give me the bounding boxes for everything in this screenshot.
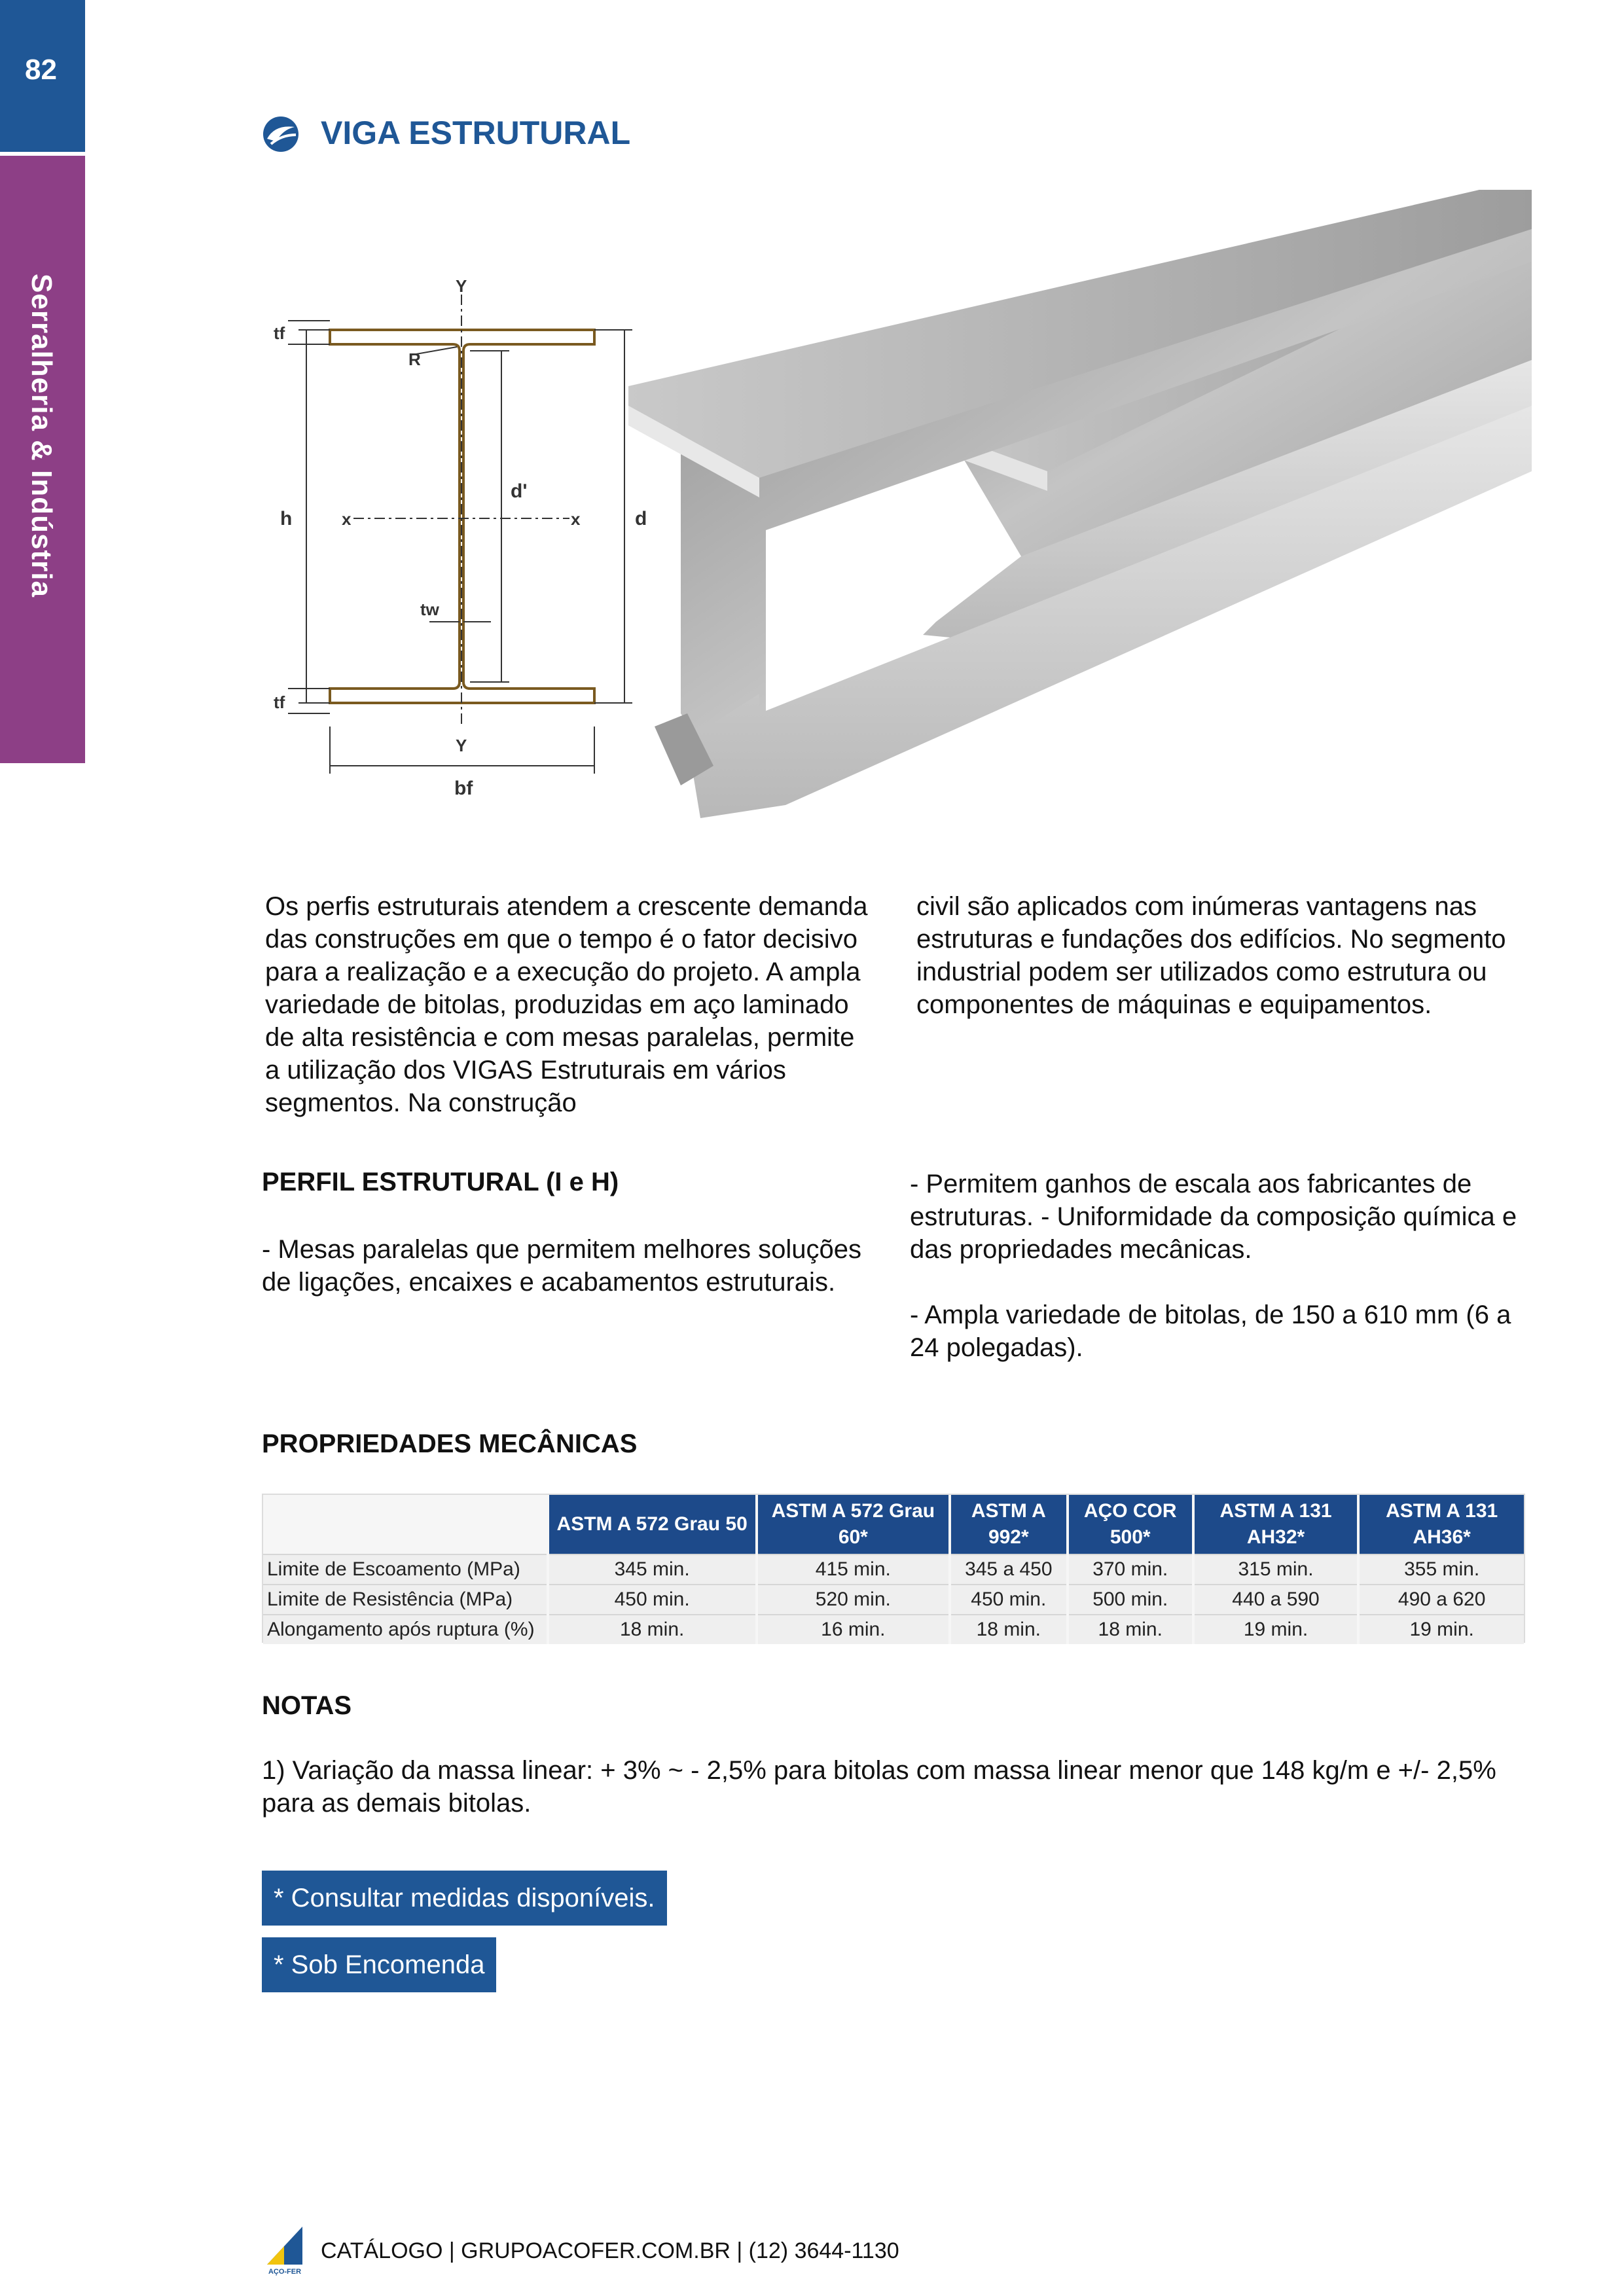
perfil-text-left: - Mesas paralelas que permitem melhores soluções de ligações, encaixes e acabamentos estruturais. (262, 1235, 861, 1297)
properties-table (262, 1494, 1525, 1643)
table-cell: 18 min. (548, 1615, 757, 1644)
table-header: ASTM A 572 Grau 60* (757, 1495, 950, 1554)
sob-encomenda-note: * Sob Encomenda (262, 1937, 496, 1992)
table-cell: 490 a 620 (1358, 1585, 1524, 1615)
table-row (263, 1615, 1524, 1644)
table-header: ASTM A 131 AH32* (1193, 1495, 1359, 1554)
page-title: VIGA ESTRUTURAL (321, 115, 631, 151)
row-label: Limite de Escoamento (MPa) (263, 1554, 548, 1585)
table-cell: 520 min. (757, 1585, 950, 1615)
table-cell: 315 min. (1193, 1554, 1359, 1585)
table-cell: 19 min. (1193, 1615, 1359, 1644)
table-header: ASTM A 131 AH36* (1358, 1495, 1524, 1554)
svg-text:tw: tw (420, 600, 439, 619)
table-header: AÇO COR 500* (1068, 1495, 1193, 1554)
perfil-text-right-1: - Permitem ganhos de escala aos fabricantes de estruturas. - Uniformidade da composição química e das propriedades mecânicas. (910, 1170, 1517, 1264)
notas-heading: NOTAS (262, 1691, 352, 1720)
perfil-heading: PERFIL ESTRUTURAL (I e H) (262, 1168, 619, 1196)
table-cell: 370 min. (1068, 1554, 1193, 1585)
svg-text:x: x (342, 509, 352, 529)
svg-text:x: x (571, 509, 581, 529)
acofer-logo (264, 2224, 305, 2276)
section-tab[interactable] (0, 156, 85, 763)
globe-icon (262, 115, 300, 153)
table-cell: 440 a 590 (1193, 1585, 1359, 1615)
table-cell: 18 min. (950, 1615, 1068, 1644)
table-cell: 415 min. (757, 1554, 950, 1585)
intro-text-right: civil são aplicados com inúmeras vantagens nas estruturas e fundações dos edifícios. No segmento industrial podem ser utilizados como estrutura ou componentes de máquinas e equipamentos. (916, 892, 1506, 1019)
props-heading: PROPRIEDADES MECÂNICAS (262, 1429, 638, 1458)
intro-text-left: Os perfis estruturais atendem a crescente demanda das construções em que o tempo é o fator decisivo para a realização e a execução do projeto. A ampla variedade de bitolas, produzidas em aço laminado de alta resistência e com mesas paralelas, permite a utilização dos VIGAS Estruturais em vários segmentos. Na construção (265, 892, 868, 1117)
svg-text:R: R (408, 350, 421, 369)
row-label: Limite de Resistência (MPa) (263, 1585, 548, 1615)
table-cell: 345 min. (548, 1554, 757, 1585)
page-number: 82 (0, 0, 85, 152)
svg-text:AÇO-FER: AÇO-FER (268, 2268, 302, 2276)
section-tab-label: Serralheria & Indústria (26, 274, 58, 598)
svg-text:h: h (280, 508, 293, 529)
consultar-medidas-note: * Consultar medidas disponíveis. (262, 1871, 667, 1926)
perfil-text-right-2: - Ampla variedade de bitolas, de 150 a 610 mm (6 a 24 polegadas). (910, 1300, 1511, 1362)
table-header: ASTM A 572 Grau 50 (548, 1495, 757, 1554)
svg-text:Y: Y (456, 736, 467, 755)
svg-text:Y: Y (456, 276, 467, 296)
svg-text:d: d (635, 508, 647, 529)
table-cell: 500 min. (1068, 1585, 1193, 1615)
table-row (263, 1554, 1524, 1585)
table-cell: 18 min. (1068, 1615, 1193, 1644)
table-cell: 345 a 450 (950, 1554, 1068, 1585)
table-cell: 355 min. (1358, 1554, 1524, 1585)
table-cell: 19 min. (1358, 1615, 1524, 1644)
steel-beams-illustration (628, 190, 1532, 838)
svg-text:bf: bf (454, 778, 473, 799)
svg-text:tf: tf (274, 692, 285, 712)
svg-text:d': d' (511, 480, 528, 502)
footer-text: CATÁLOGO | GRUPOACOFER.COM.BR | (12) 3644-1130 (321, 2238, 899, 2263)
i-beam-dimension-diagram (262, 268, 655, 818)
table-corner (263, 1495, 548, 1554)
svg-text:tf: tf (274, 323, 285, 343)
table-cell: 450 min. (950, 1585, 1068, 1615)
table-cell: 450 min. (548, 1585, 757, 1615)
table-cell: 16 min. (757, 1615, 950, 1644)
table-header: ASTM A 992* (950, 1495, 1068, 1554)
table-row (263, 1585, 1524, 1615)
row-label: Alongamento após ruptura (%) (263, 1615, 548, 1644)
notas-text: 1) Variação da massa linear: + 3% ~ - 2,5% para bitolas com massa linear menor que 148 kg/m e +/- 2,5% para as demais bitolas. (262, 1756, 1496, 1818)
